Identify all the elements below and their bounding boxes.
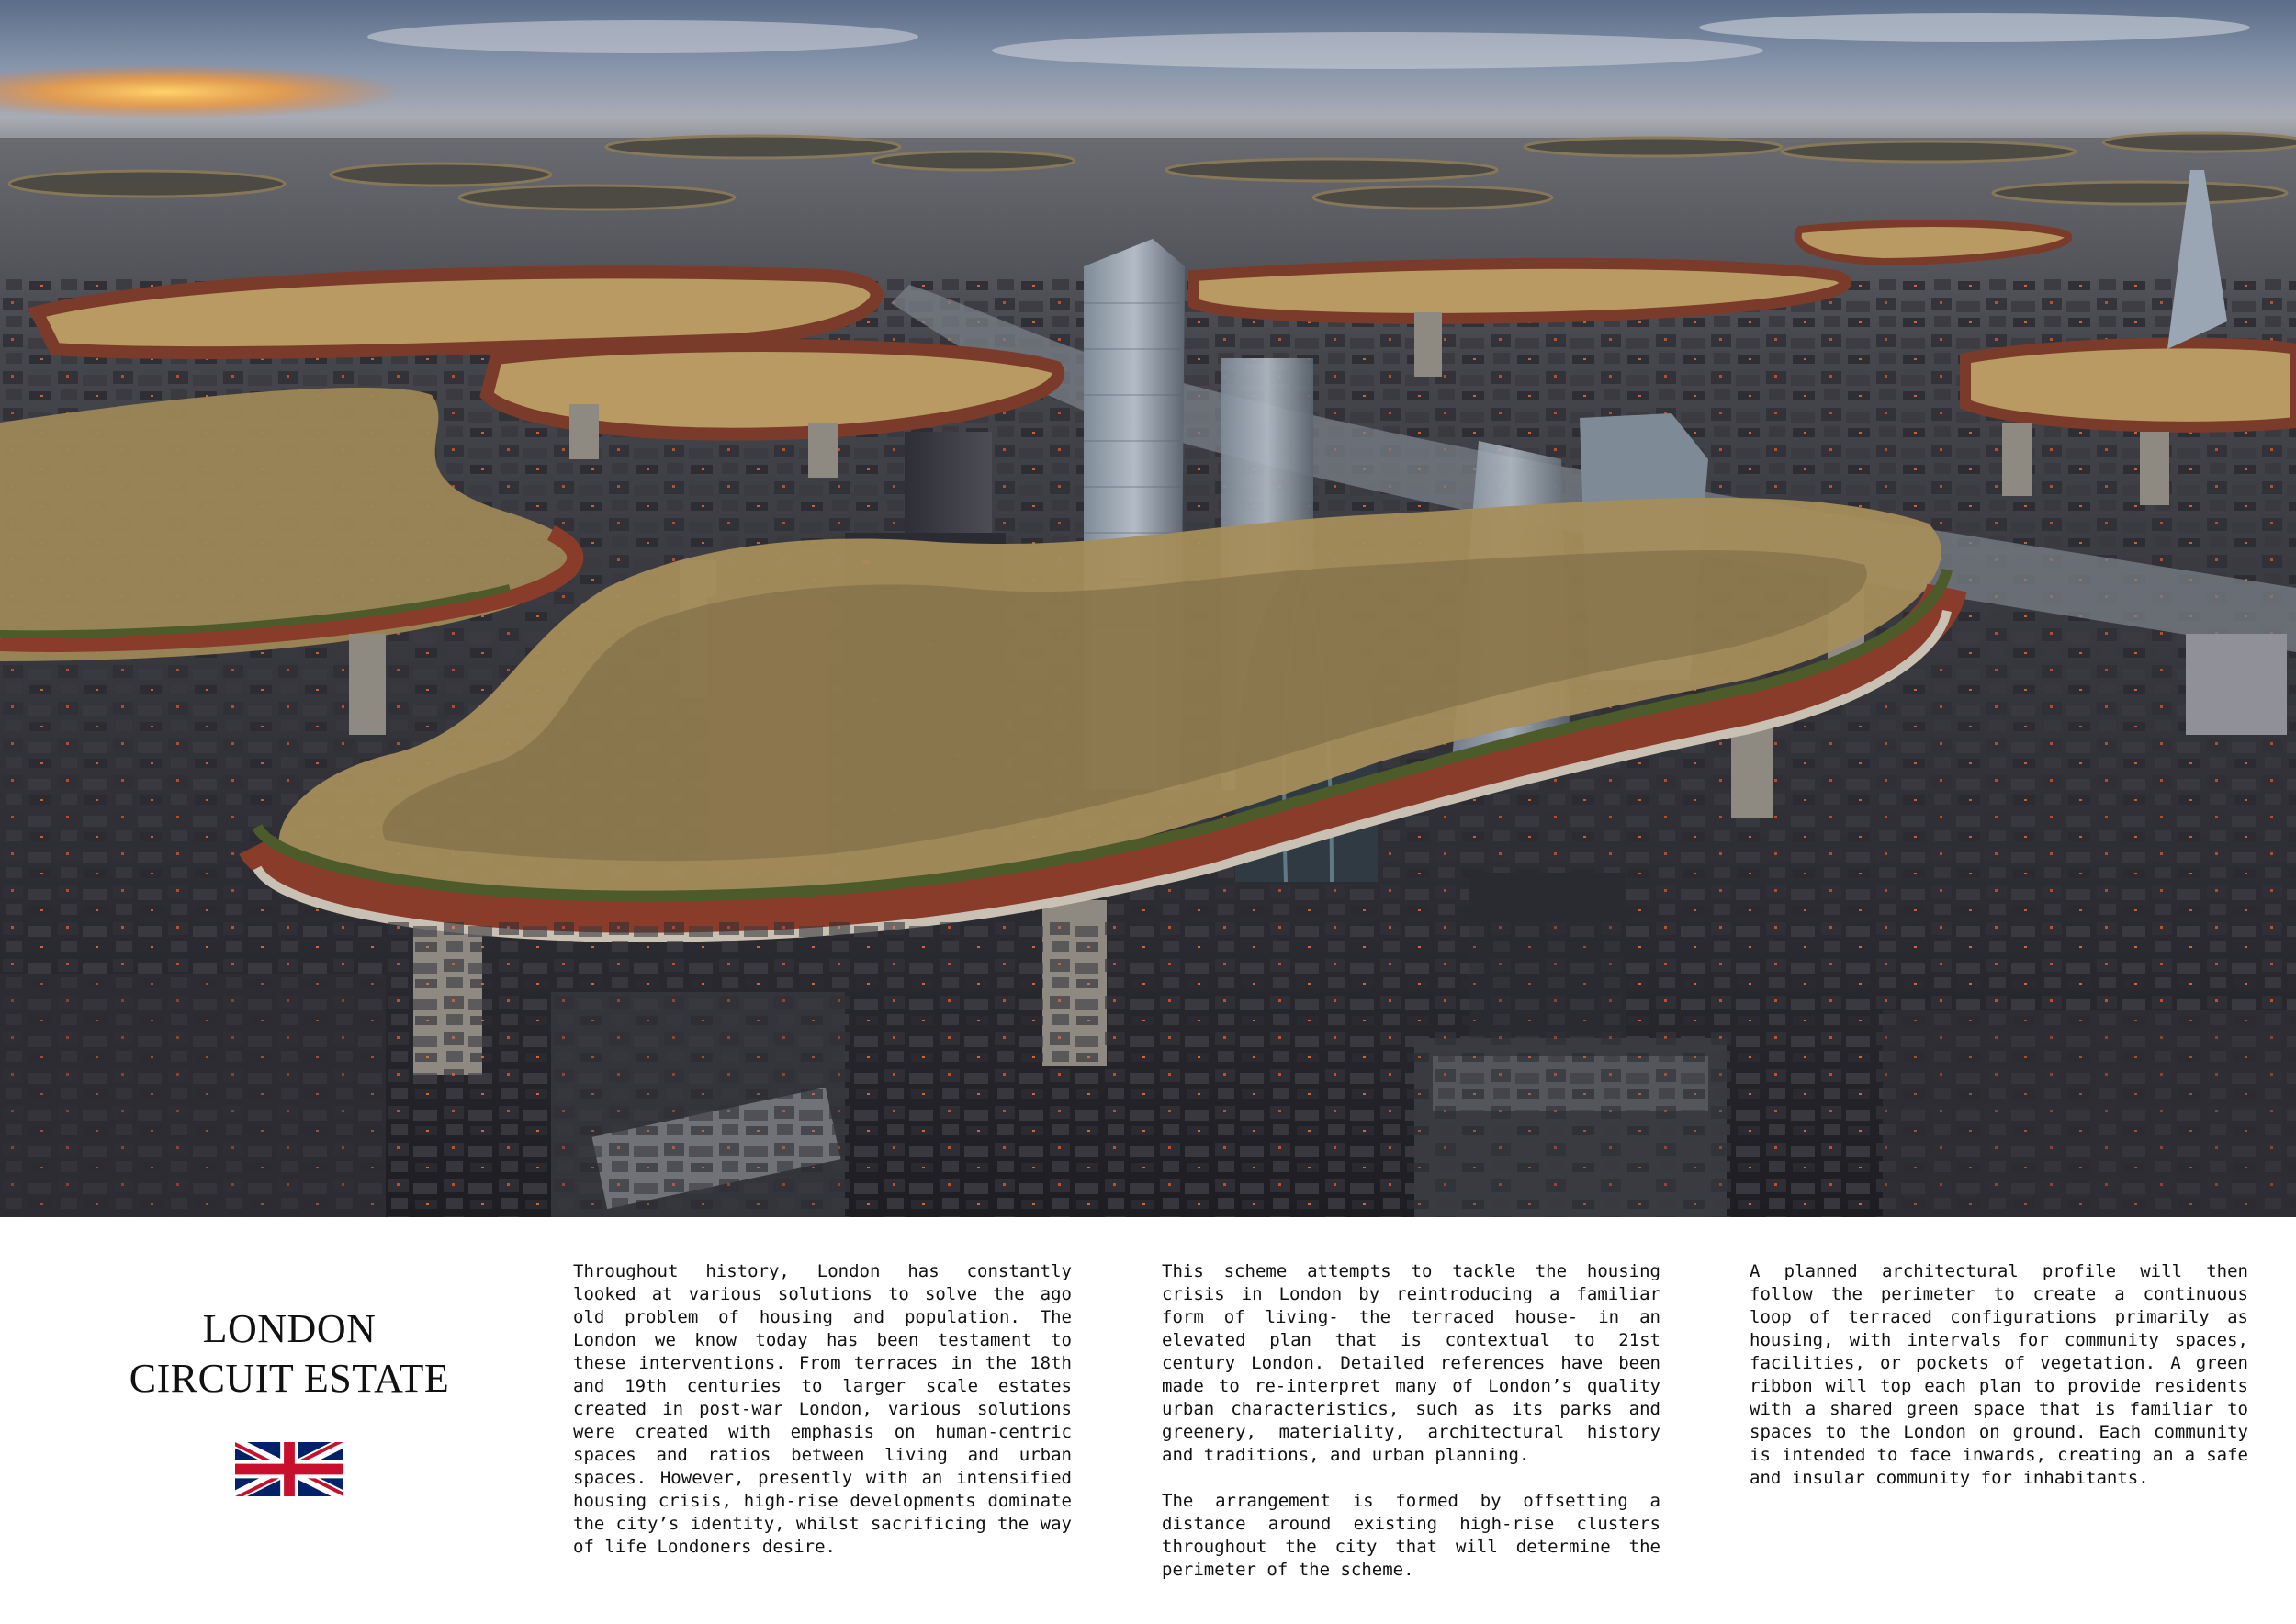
- title-line-1: LONDON: [202, 1306, 377, 1351]
- text-column-1: [573, 1260, 1072, 1582]
- paragraph: The arrangement is formed by offsetting a distance around existing high-rise clusters throughout the city that will determine the perimeter of the scheme.: [1162, 1491, 1660, 1580]
- page-title: [55, 1304, 523, 1404]
- paragraph: This scheme attempts to tackle the housing crisis in London by reintroducing a familiar form of living- the terraced house- in an elevated plan that is contextual to 21st century London. Detailed references have been made to re-interpret many of London’s quality urban characteristics, such as its parks and greenery, materiality, architectural history and traditions, and urban planning.: [1162, 1261, 1660, 1465]
- paragraph: A planned architectural profile will then follow the perimeter to create a continuous loop of terraced configurations primarily as housing, with intervals for community spaces, facilities, or pockets of vegetation. A green ribbon will top each plan to provide residents with a shared green space that is familiar to spaces to the London on ground. Each community is intended to face inwards, creating an a safe and insular community for inhabitants.: [1750, 1261, 2248, 1488]
- union-jack-flag-icon: [235, 1442, 343, 1496]
- text-column-3: [1750, 1260, 2248, 1513]
- paragraph: Throughout history, London has constantly looked at various solutions to solve the ago old problem of housing and population. The London we know today has been testament to these interventions. From terraces in the 18th and 19th centuries to larger scale estates created in post-war London, various solutions were created with emphasis on human-centric spaces and ratios between living and urban spaces. However, presently with an intensified housing crisis, high-rise developments dominate the city’s identity, whilst sacrificing the way of life Londoners desire.: [573, 1261, 1072, 1557]
- text-column-2: [1162, 1260, 1660, 1605]
- title-line-2: CIRCUIT ESTATE: [129, 1356, 450, 1401]
